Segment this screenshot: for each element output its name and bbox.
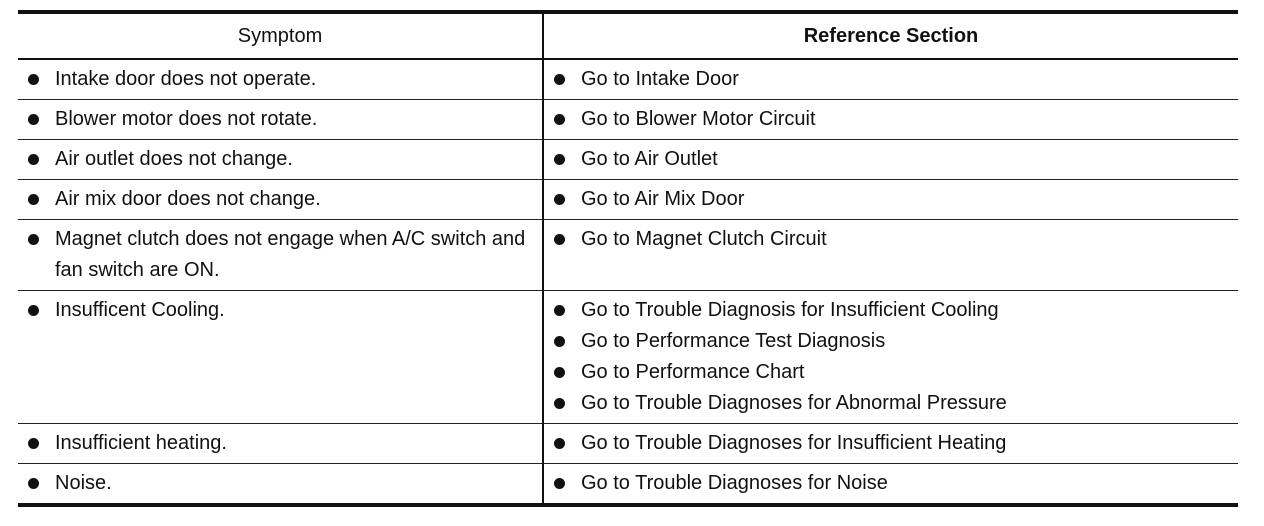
reference-text: Go to Air Outlet — [581, 148, 718, 170]
bullet-item — [28, 295, 534, 326]
diagnosis-table-sheet — [18, 10, 1238, 507]
table-body — [18, 59, 1238, 505]
symptom-cell — [18, 424, 543, 464]
table-row — [18, 180, 1238, 220]
bullet-icon — [554, 194, 565, 205]
bullet-item — [28, 64, 534, 95]
bullet-icon — [554, 154, 565, 165]
bullet-item — [554, 224, 1230, 255]
symptom-cell — [18, 100, 543, 140]
bullet-item — [554, 64, 1230, 95]
bullet-icon — [554, 234, 565, 245]
bullet-icon — [554, 398, 565, 409]
reference-text: Go to Air Mix Door — [581, 188, 745, 210]
bullet-item — [28, 104, 534, 135]
bullet-item — [554, 144, 1230, 175]
bullet-item — [554, 468, 1230, 499]
bullet-icon — [554, 336, 565, 347]
symptom-text: Intake door does not operate. — [55, 68, 317, 90]
reference-text: Go to Trouble Diagnosis for Insufficient Cooling — [581, 299, 999, 321]
symptom-cell — [18, 140, 543, 180]
bullet-item — [554, 428, 1230, 459]
bullet-icon — [28, 194, 39, 205]
symptom-text: Insufficent Cooling. — [55, 299, 225, 321]
symptom-column-header: Symptom — [18, 12, 543, 59]
bullet-item — [554, 104, 1230, 135]
bullet-item — [554, 388, 1230, 419]
bullet-icon — [28, 478, 39, 489]
table-row — [18, 424, 1238, 464]
reference-cell — [543, 424, 1238, 464]
bullet-item — [28, 184, 534, 215]
symptom-cell — [18, 464, 543, 506]
reference-cell — [543, 220, 1238, 291]
reference-text: Go to Intake Door — [581, 68, 739, 90]
reference-text: Go to Performance Chart — [581, 361, 805, 383]
reference-cell — [543, 140, 1238, 180]
reference-cell — [543, 59, 1238, 100]
bullet-icon — [28, 74, 39, 85]
symptom-cell — [18, 291, 543, 424]
symptom-text: Air outlet does not change. — [55, 148, 293, 170]
table-row — [18, 464, 1238, 506]
bullet-item — [554, 184, 1230, 215]
bullet-icon — [554, 114, 565, 125]
bullet-icon — [28, 305, 39, 316]
symptom-cell — [18, 220, 543, 291]
table-header-row — [18, 12, 1238, 59]
symptom-text: Magnet clutch does not engage when A/C switch and fan switch are ON. — [55, 228, 526, 281]
table-row — [18, 291, 1238, 424]
reference-text: Go to Trouble Diagnoses for Insufficient Heating — [581, 432, 1007, 454]
symptom-text: Insufficient heating. — [55, 432, 227, 454]
bullet-icon — [554, 74, 565, 85]
reference-column-header: Reference Section — [543, 12, 1238, 59]
bullet-item — [554, 295, 1230, 326]
bullet-icon — [28, 154, 39, 165]
bullet-icon — [28, 234, 39, 245]
bullet-icon — [554, 305, 565, 316]
symptom-cell — [18, 180, 543, 220]
reference-text: Go to Magnet Clutch Circuit — [581, 228, 827, 250]
symptom-text: Air mix door does not change. — [55, 188, 321, 210]
table-row — [18, 220, 1238, 291]
symptom-text: Noise. — [55, 472, 112, 494]
bullet-icon — [554, 478, 565, 489]
bullet-item — [28, 428, 534, 459]
reference-text: Go to Performance Test Diagnosis — [581, 330, 886, 352]
reference-cell — [543, 180, 1238, 220]
bullet-icon — [28, 114, 39, 125]
reference-cell — [543, 100, 1238, 140]
bullet-icon — [554, 367, 565, 378]
reference-cell — [543, 464, 1238, 506]
bullet-item — [28, 468, 534, 499]
bullet-icon — [554, 438, 565, 449]
reference-cell — [543, 291, 1238, 424]
table-row — [18, 59, 1238, 100]
table-row — [18, 100, 1238, 140]
reference-text: Go to Trouble Diagnoses for Noise — [581, 472, 888, 494]
bullet-item — [554, 326, 1230, 357]
reference-text: Go to Trouble Diagnoses for Abnormal Pressure — [581, 392, 1007, 414]
bullet-item — [554, 357, 1230, 388]
symptom-cell — [18, 59, 543, 100]
bullet-item — [28, 224, 534, 286]
symptom-reference-table — [18, 10, 1238, 507]
symptom-text: Blower motor does not rotate. — [55, 108, 318, 130]
bullet-item — [28, 144, 534, 175]
reference-text: Go to Blower Motor Circuit — [581, 108, 816, 130]
table-row — [18, 140, 1238, 180]
bullet-icon — [28, 438, 39, 449]
